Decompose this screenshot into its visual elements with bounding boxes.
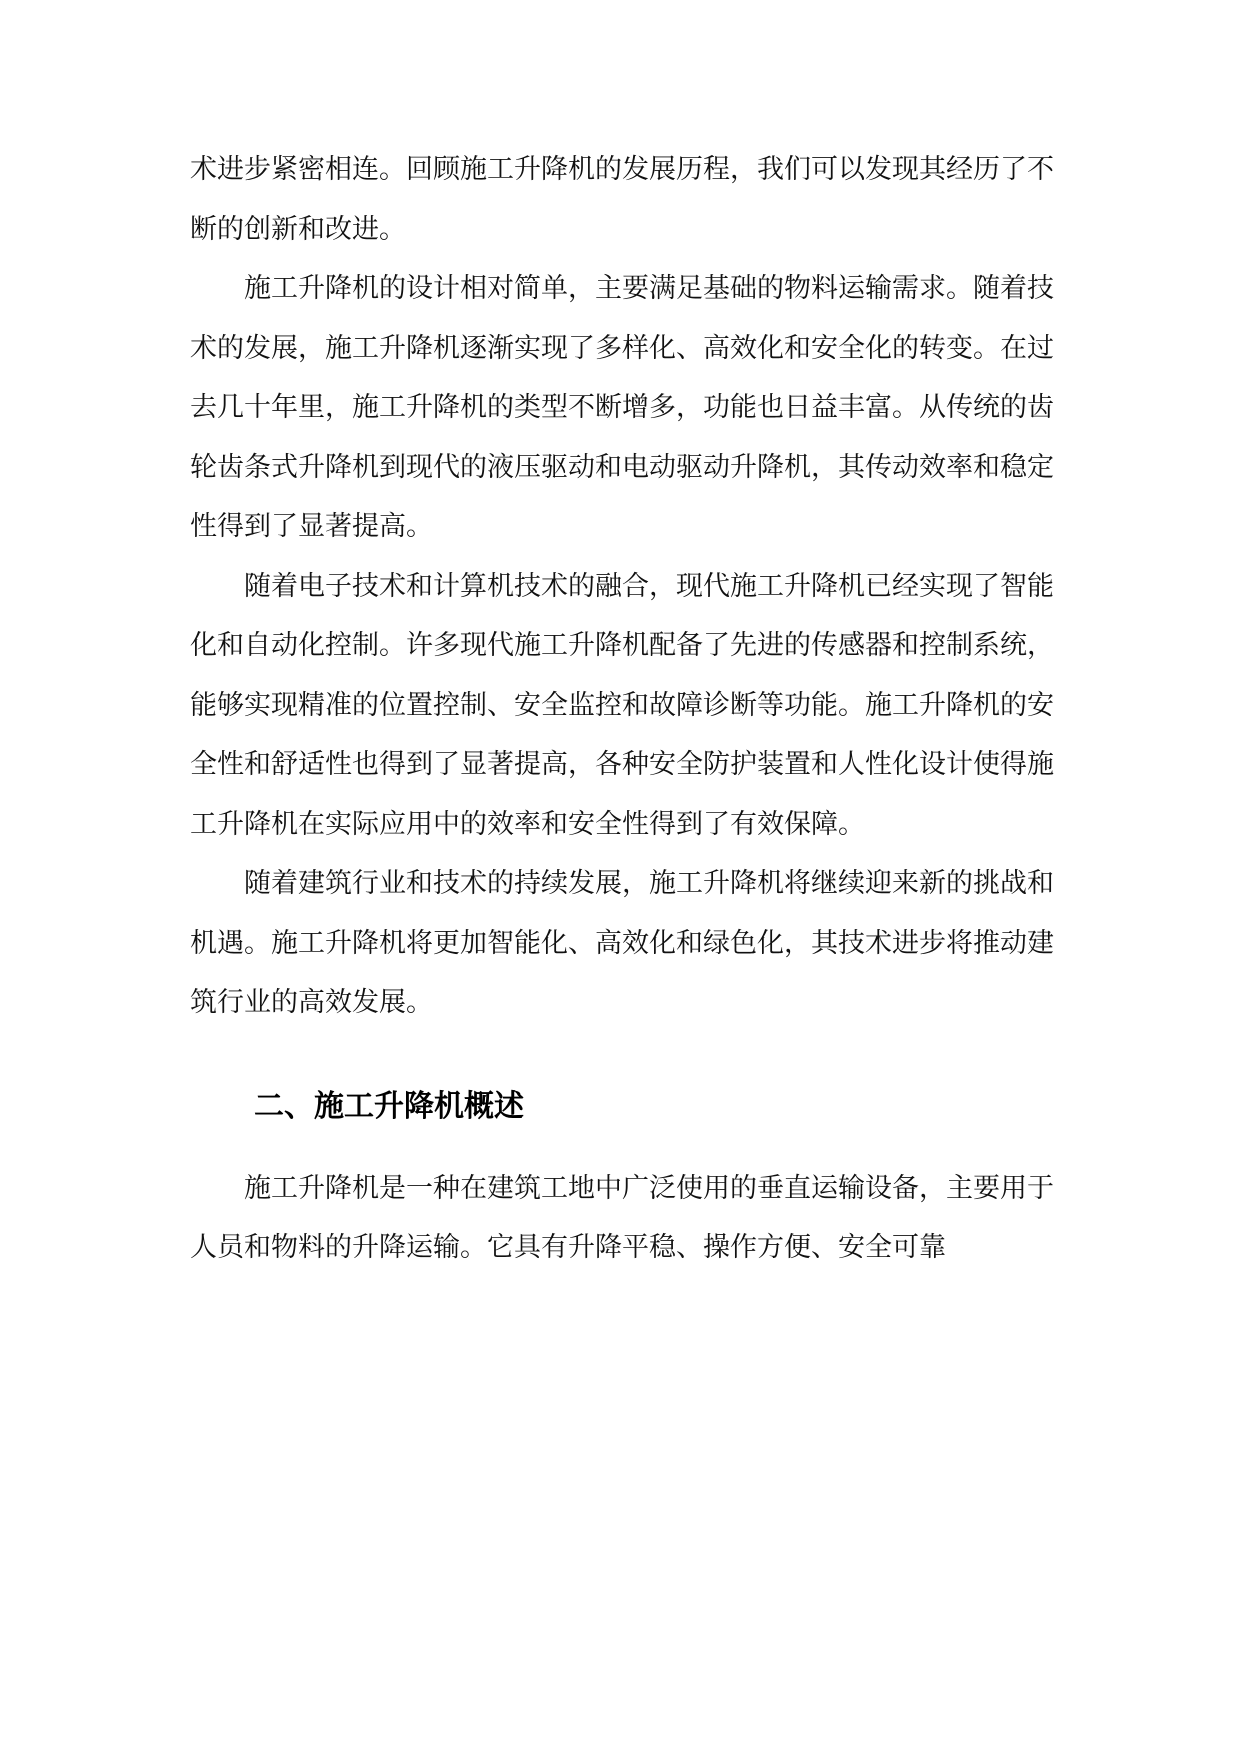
- paragraph-3: 随着电子技术和计算机技术的融合，现代施工升降机已经实现了智能化和自动化控制。许多现代施工升降机配备了先进的传感器和控制系统，能够实现精准的位置控制、安全监控和故障诊断等功能。施工升降机的安全性和舒适性也得到了显著提高，各种安全防护装置和人性化设计使得施工升降机在实际应用中的效率和安全性得到了有效保障。: [190, 570, 1054, 840]
- paragraph-2: 施工升降机的设计相对简单，主要满足基础的物料运输需求。随着技术的发展，施工升降机逐渐实现了多样化、高效化和安全化的转变。在过去几十年里，施工升降机的类型不断增多，功能也日益丰富。从传统的齿轮齿条式升降机到现代的液压驱动和电动驱动升降机，其传动效率和稳定性得到了显著提高。: [190, 273, 1054, 542]
- paragraph-5: 施工升降机是一种在建筑工地中广泛使用的垂直运输设备，主要用于人员和物料的升降运输。它具有升降平稳、操作方便、安全可靠: [190, 1172, 1054, 1263]
- paragraph-1: 术进步紧密相连。回顾施工升降机的发展历程，我们可以发现其经历了不断的创新和改进。: [190, 154, 1054, 245]
- section-heading: 二、施工升降机概述: [254, 1088, 524, 1124]
- document-page: [190, 140, 1054, 1278]
- paragraph-4: 随着建筑行业和技术的持续发展，施工升降机将继续迎来新的挑战和机遇。施工升降机将更加智能化、高效化和绿色化，其技术进步将推动建筑行业的高效发展。: [190, 868, 1054, 1018]
